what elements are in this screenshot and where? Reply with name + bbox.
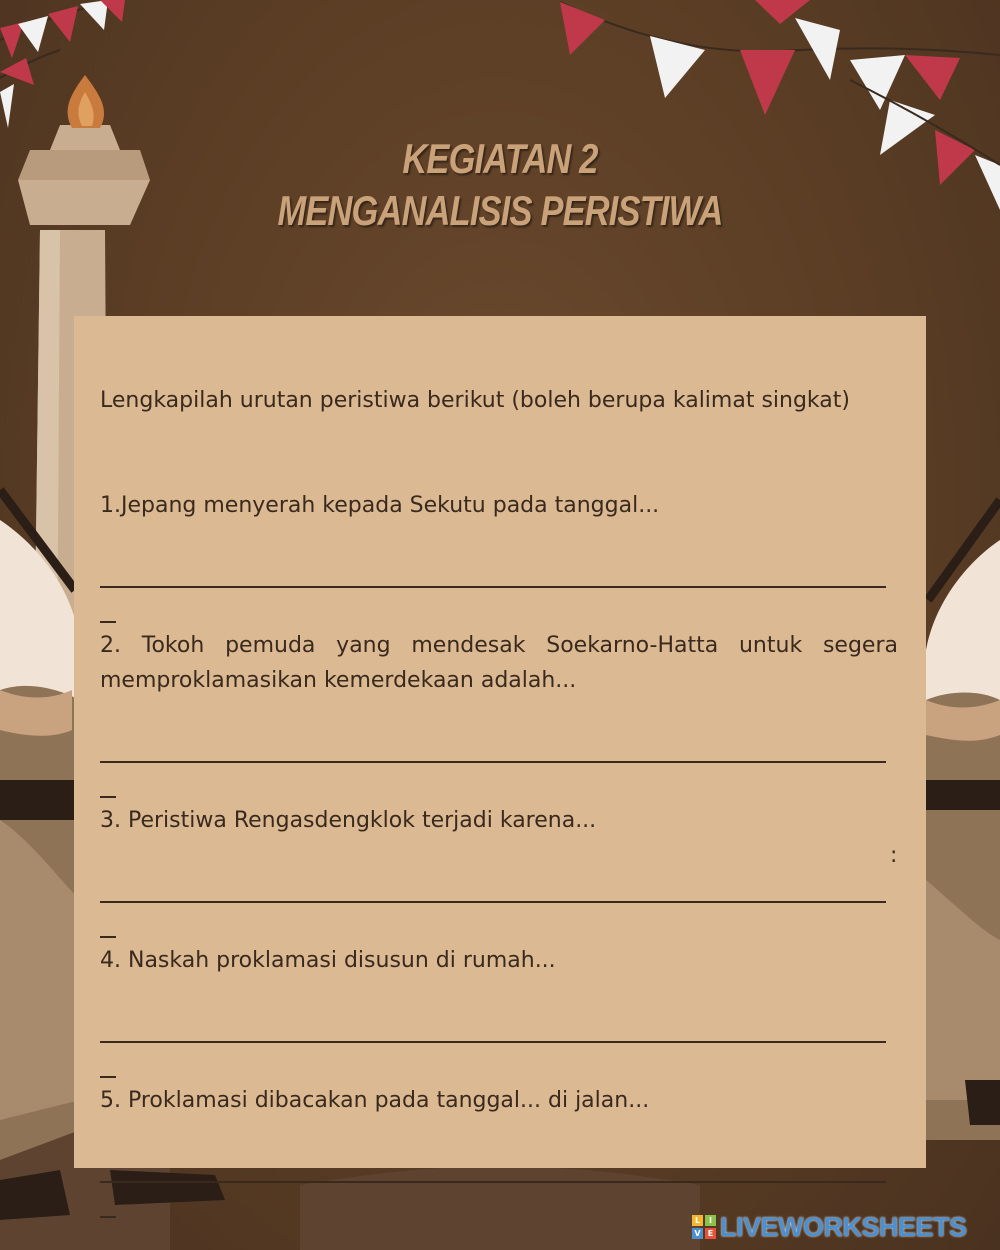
brand-name: LIVEWORKSHEETS — [720, 1211, 967, 1242]
answer-line-1-stub — [100, 621, 116, 623]
right-soldier-illustration — [926, 500, 1000, 1140]
answer-line-4[interactable] — [100, 1041, 886, 1043]
page-title-line1: KEGIATAN 2 — [402, 135, 598, 182]
answer-line-4-stub — [100, 1076, 116, 1078]
answer-line-1[interactable] — [100, 586, 886, 588]
liveworksheets-logo-icon: L I V E — [692, 1215, 716, 1239]
liveworksheets-brand[interactable] — [692, 1212, 967, 1242]
answer-line-5[interactable] — [100, 1181, 886, 1183]
question-5: 5. Proklamasi dibacakan pada tanggal... di jalan... — [100, 1088, 650, 1113]
question-4: 4. Naskah proklamasi disusun di rumah... — [100, 948, 556, 973]
question-1: 1.Jepang menyerah kepada Sekutu pada tanggal... — [100, 493, 660, 518]
answer-line-2[interactable] — [100, 761, 886, 763]
stray-colon: : — [890, 843, 898, 868]
answer-line-2-stub — [100, 796, 116, 798]
question-2: 2. Tokoh pemuda yang mendesak Soekarno-Hatta untuk segera memproklamasikan kemerdekaan adalah... — [100, 633, 898, 693]
page-title-line2: MENGANALISIS PERISTIWA — [277, 187, 723, 234]
instruction-text: Lengkapilah urutan peristiwa berikut (boleh berupa kalimat singkat) — [100, 388, 850, 413]
answer-line-3[interactable] — [100, 901, 886, 903]
bunting-left — [0, 0, 125, 128]
answer-line-5-stub — [100, 1216, 116, 1218]
question-3: 3. Peristiwa Rengasdengklok terjadi karena... — [100, 808, 597, 833]
answer-line-3-stub — [100, 936, 116, 938]
